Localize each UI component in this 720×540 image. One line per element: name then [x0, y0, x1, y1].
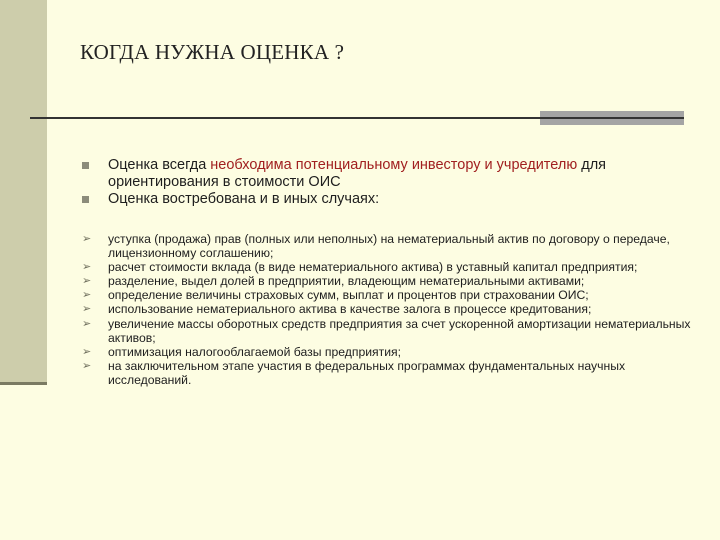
bullet-text: Оценка востребована и в иных случаях: — [108, 191, 380, 207]
sub-bullet-text: уступка (продажа) прав (полных или неполных) на нематериальный актив по договору о передаче, лицензионному соглашению; — [108, 232, 670, 261]
arrow-bullet-icon: ➢ — [82, 275, 92, 288]
sub-bullet-text: увеличение массы оборотных средств предприятия за счет ускоренной амортизации нематериальных активов; — [108, 316, 691, 345]
arrow-bullet-icon: ➢ — [82, 359, 92, 372]
main-bullet-item — [82, 191, 682, 208]
sub-bullet-item — [82, 274, 697, 288]
main-bullet-list — [82, 157, 682, 208]
square-bullet-icon — [82, 196, 89, 203]
bullet-highlight-text: необходима потенциальному инвестору и учредителю — [210, 157, 578, 173]
main-bullet-item — [82, 157, 682, 191]
sub-bullet-list — [82, 232, 697, 387]
sub-bullet-text: оптимизация налогооблагаемой базы предприятия; — [108, 344, 402, 359]
slide-title: КОГДА НУЖНА ОЦЕНКА ? — [80, 40, 345, 64]
square-bullet-icon — [82, 162, 89, 169]
title-underline-accent-block — [540, 111, 684, 125]
arrow-bullet-icon: ➢ — [82, 303, 92, 316]
arrow-bullet-icon: ➢ — [82, 233, 92, 245]
sub-bullet-text: определение величины страховых сумм, выплат и процентов при страховании ОИС; — [108, 288, 589, 303]
sub-bullet-item — [82, 302, 697, 316]
sub-bullet-text: разделение, выдел долей в предприятии, владеющим нематериальными активами; — [108, 274, 585, 289]
bullet-text: Оценка всегда — [108, 157, 211, 173]
sub-bullet-item — [82, 288, 697, 302]
sub-bullet-item — [82, 260, 697, 274]
sub-bullet-item — [82, 345, 697, 359]
arrow-bullet-icon: ➢ — [82, 317, 92, 330]
sub-bullet-text: расчет стоимости вклада (в виде нематериального актива) в уставный капитал предприятия; — [108, 260, 638, 275]
arrow-bullet-icon: ➢ — [82, 289, 92, 302]
left-decorative-bar — [0, 0, 47, 382]
bullet-text: для ориентирования в стоимости ОИС — [108, 157, 607, 190]
sub-bullet-item — [82, 232, 697, 260]
arrow-bullet-icon: ➢ — [82, 261, 92, 274]
left-bar-divider — [0, 382, 47, 385]
sub-bullet-item — [82, 359, 697, 387]
sub-bullet-text: использование нематериального актива в качестве залога в процессе кредитования; — [108, 302, 592, 317]
sub-bullet-text: на заключительном этапе участия в федеральных программах фундаментальных научных исследований. — [108, 358, 626, 387]
sub-bullet-item — [82, 317, 697, 345]
arrow-bullet-icon: ➢ — [82, 345, 92, 358]
